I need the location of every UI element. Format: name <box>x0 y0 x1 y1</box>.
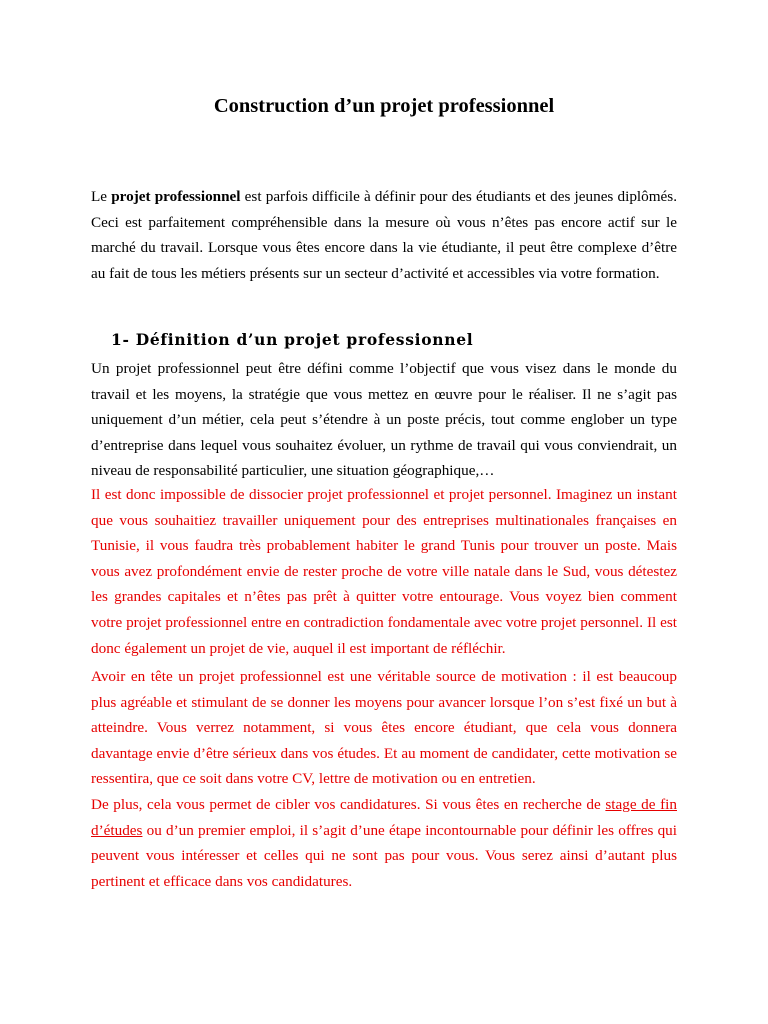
intro-text-rest: est parfois difficile à définir pour des étudiants et des jeunes diplômés. Ceci est parfaitement compréhensible dans la mesure où vous n’êtes pas encore actif sur le marché du travail. Lorsque vous êtes encore dans la vie étudiante, il peut être complexe d’être au fait de tous les métiers présents sur un secteur d’activité et accessibles via votre formation. <box>91 188 677 282</box>
targeting-text-rest: ou d’un premier emploi, il s’agit d’une étape incontournable pour définir les offres qui peuvent vous intéresser et celles qui ne sont pas pour vous. Vous serez ainsi d’autant plus pertinent et efficace dans vos candidatures. <box>91 821 677 890</box>
intro-bold-term: projet professionnel <box>111 188 241 205</box>
targeting-text-start: De plus, cela vous permet de cibler vos candidatures. Si vous êtes en recherche de <box>91 796 606 813</box>
document-title: Construction d’un projet professionnel <box>213 95 555 117</box>
motivation-paragraph: Avoir en tête un projet professionnel est une véritable source de motivation : il est beaucoup plus agréable et stimulant de se donner les moyens pour avancer lorsque l’on s’est fixé un but à atteindre. Vous verrez notamment, si vous êtes encore étudiant, que cela vous donnera davantage envie d’être sérieux dans vos études. Et au moment de candidater, cette motivation se ressentira, que ce soit dans votre CV, lettre de motivation ou en entretien. <box>91 668 677 788</box>
personal-project-paragraph: Il est donc impossible de dissocier projet professionnel et projet personnel. Imaginez un instant que vous souhaitiez travailler uniquement pour des entreprises multinationales françaises en Tunisie, il vous faudra très probablement habiter le grand Tunis pour trouver un poste. Mais vous avez profondément envie de rester proche de votre ville natale dans le Sud, vous détestez les grandes capitales et n’êtes pas prêt à quitter votre entourage. Vous voyez bien comment votre projet professionnel entre en contradiction fondamentale avec votre projet personnel. Il est donc également un projet de vie, auquel il est important de réfléchir. <box>91 486 677 657</box>
stage-link[interactable]: stage de fin d’études <box>91 796 677 839</box>
section-heading: 1- Définition d’un projet professionnel <box>111 330 474 349</box>
targeting-paragraph <box>91 792 677 894</box>
intro-text-start: Le <box>91 188 112 205</box>
intro-paragraph <box>91 184 677 286</box>
definition-paragraph: Un projet professionnel peut être défini comme l’objectif que vous visez dans le monde du travail et les moyens, la stratégie que vous mettez en œuvre pour le réaliser. Il ne s’agit pas uniquement d’un métier, cela peut s’étendre à un poste précis, tout comme englober un type d’entreprise dans lequel vous souhaitez évoluer, un rythme de travail qui vous conviendrait, un niveau de responsabilité particulier, une situation géographique,… <box>91 360 677 480</box>
